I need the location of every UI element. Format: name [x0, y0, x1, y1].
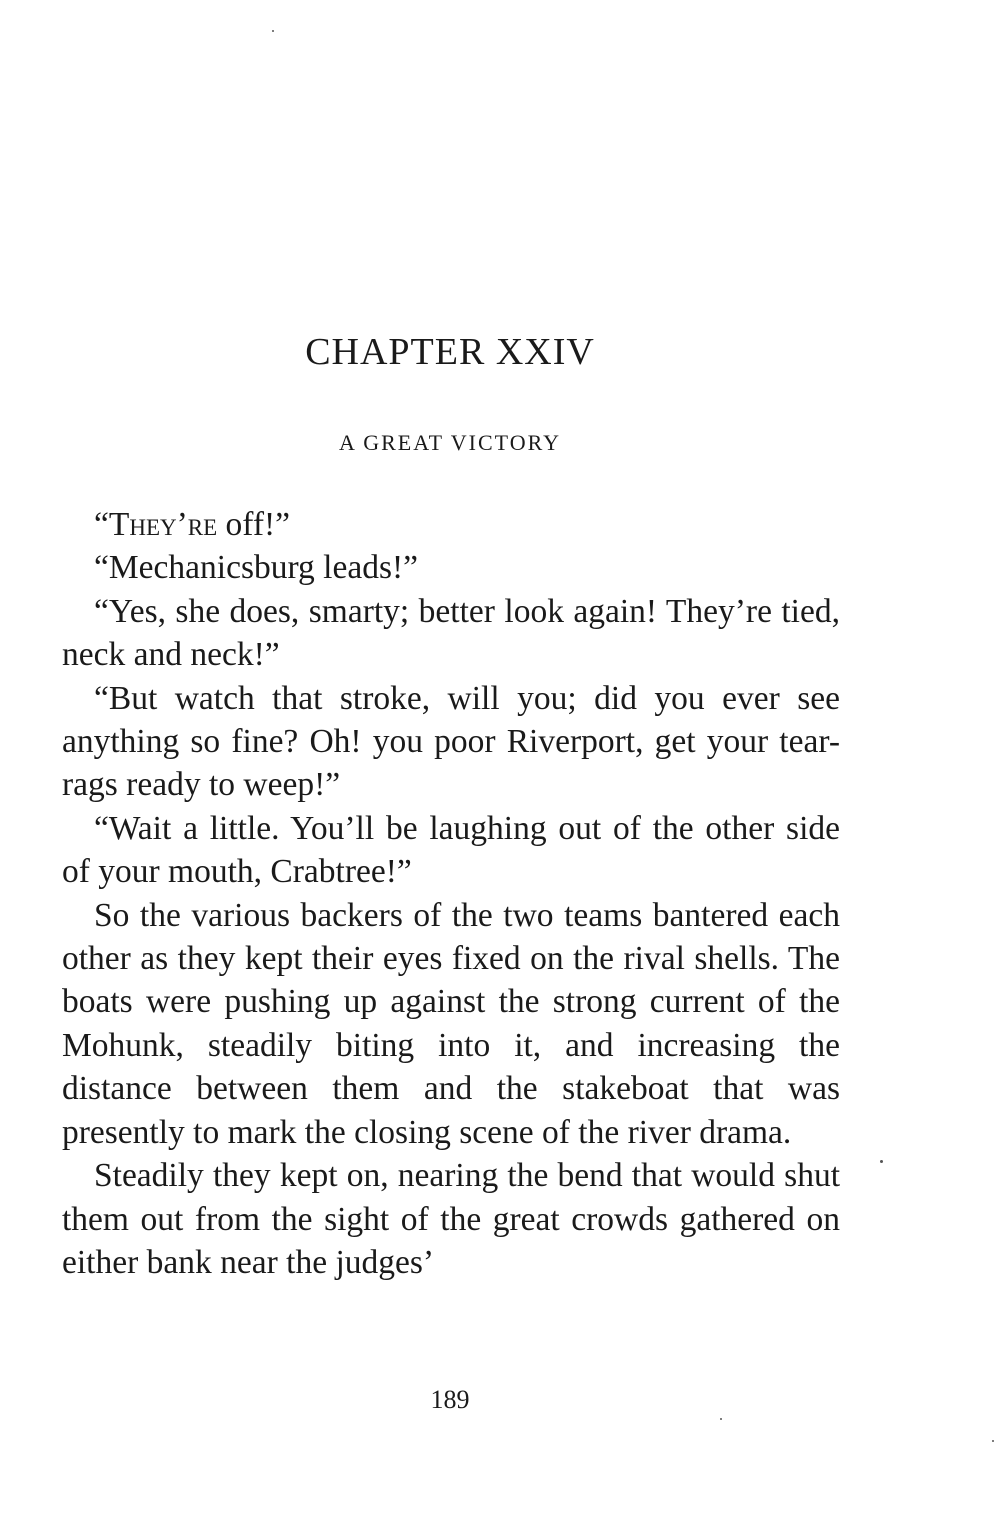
- paragraph: [62, 546, 840, 589]
- scan-speck: [992, 1440, 994, 1442]
- page-number: 189: [430, 1385, 470, 1414]
- small-caps-lead: “They’re: [94, 506, 218, 543]
- paragraph-text: Steadily they kept on, nearing the bend that would shut them out from the sight of the great crowds gathered on either bank near the judges’: [62, 1157, 840, 1281]
- paragraph-text: “Yes, she does, smarty; better look again! They’re tied, neck and neck!”: [62, 592, 840, 674]
- paragraph-text: “But watch that stroke, will you; did you ever see anything so fine? Oh! you poor Riverport, get your tear-rags ready to weep!”: [62, 679, 840, 804]
- paragraph: [62, 894, 840, 1154]
- body-text: [62, 503, 840, 1284]
- chapter-subtitle: A GREAT VICTORY: [339, 430, 561, 455]
- scan-speck: [880, 1160, 883, 1163]
- paragraph: [62, 590, 840, 677]
- scan-speck: [720, 1418, 722, 1420]
- paragraph: [62, 1154, 840, 1284]
- paragraph: [62, 677, 840, 807]
- paragraph-text: off!”: [217, 506, 291, 543]
- paragraph-text: “Wait a little. You’ll be laughing out of the other side of your mouth, Crabtree!”: [62, 809, 840, 891]
- chapter-heading: CHAPTER XXIV: [305, 331, 595, 373]
- paragraph: [62, 807, 840, 894]
- paragraph-text: So the various backers of the two teams bantered each other as they kept their eyes fixed on the rival shells. The boats were pushing up against the strong current of the Mohunk, steadily biting into it, and increasing the distance between them and the stakeboat that was presently to mark the closing scene of the river drama.: [62, 896, 840, 1151]
- scan-speck: [272, 30, 274, 32]
- paragraph-text: “Mechanicsburg leads!”: [94, 549, 419, 587]
- paragraph: [62, 503, 840, 546]
